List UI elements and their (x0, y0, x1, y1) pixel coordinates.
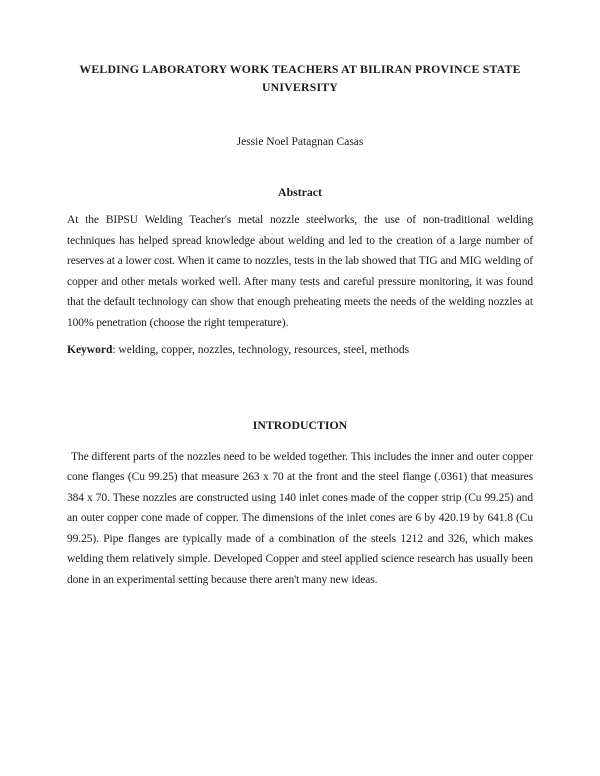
paper-title: WELDING LABORATORY WORK TEACHERS AT BILIRAN PROVINCE STATE UNIVERSITY (79, 62, 521, 94)
abstract-heading: Abstract (278, 185, 322, 199)
keyword-line (67, 340, 533, 361)
keyword-text: : welding, copper, nozzles, technology, resources, steel, methods (112, 344, 410, 356)
introduction-heading: INTRODUCTION (252, 417, 348, 432)
keyword-label: Keyword (67, 344, 113, 356)
introduction-body: The different parts of the nozzles need to be welded together. This includes the inner and outer copper cone flanges (Cu 99.25) that measure 263 x 70 at the front and the steel flange (.0361) that measures 384 x 70. These nozzles are constructed using 140 inlet cones made of the copper strip (Cu 99.25) and an outer copper cone made of copper. The dimensions of the inlet cones are 6 by 420.19 by 641.8 (Cu 99.25). Pipe flanges are typically made of a combination of the steels 1212 and 326, which makes welding them relatively simple. Developed Copper and steel applied science research has usually been done in an experimental setting because there aren't many new ideas. (67, 450, 533, 586)
author-name: Jessie Noel Patagnan Casas (236, 136, 364, 148)
abstract-body: At the BIPSU Welding Teacher's metal nozzle steelworks, the use of non-traditional welding techniques has helped spread knowledge about welding and led to the creation of a large number of reserves at a lower cost. When it came to nozzles, tests in the lab showed that TIG and MIG welding of copper and other metals worked well. After many tests and careful pressure monitoring, it was found that the default technology can show that enough preheating meets the needs of the welding nozzles at 100% penetration (choose the right temperature). (67, 214, 533, 329)
